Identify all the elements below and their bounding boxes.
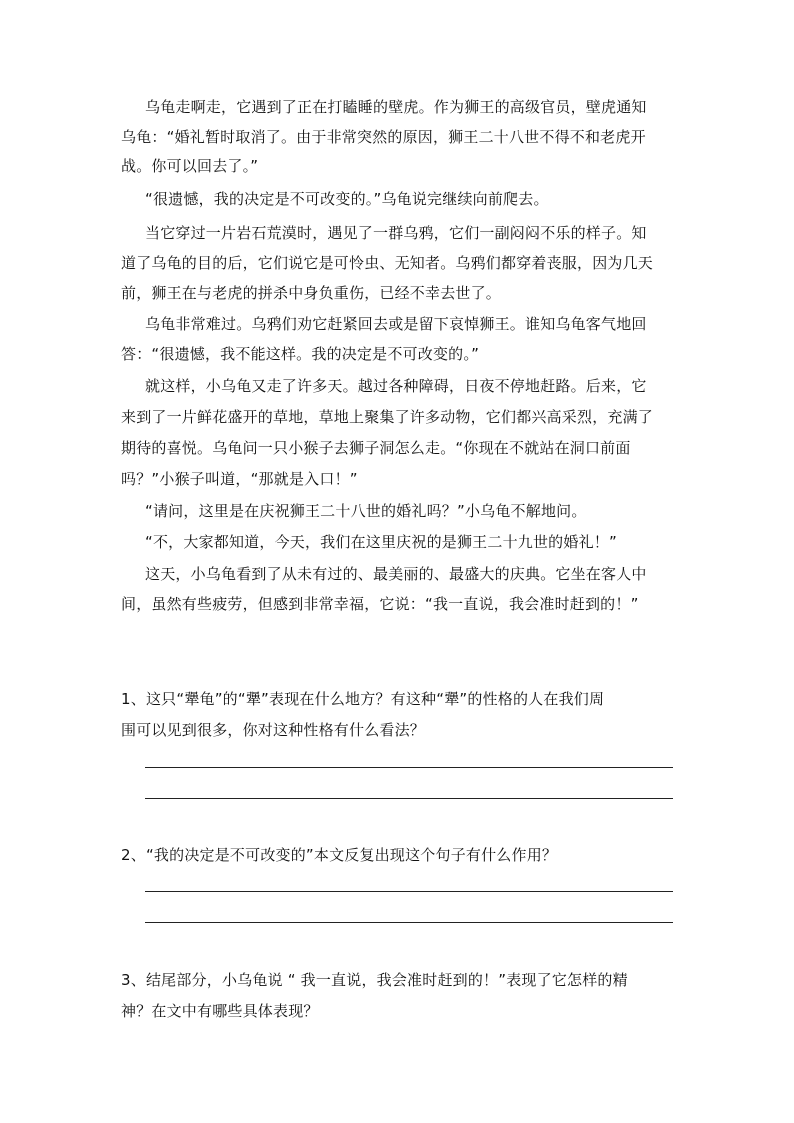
passage-line: 当它穿过一片岩石荒漠时，遇见了一群乌鸦，它们一副闷闷不乐的样子。知 xyxy=(145,224,647,242)
question-1-line: 围可以见到很多，你对这种性格有什么看法？ xyxy=(121,721,426,739)
passage-line: 间，虽然有些疲劳，但感到非常幸福，它说：“我一直说，我会准时赶到的！” xyxy=(121,595,639,613)
passage-line: “很遗憾，我的决定是不可改变的。”乌龟说完继续向前爬去。 xyxy=(145,190,549,208)
answer-line[interactable] xyxy=(145,767,673,768)
passage-line: 乌龟走啊走，它遇到了正在打瞌睡的壁虎。作为狮王的高级官员，壁虎通知 xyxy=(145,98,647,116)
answer-line[interactable] xyxy=(145,798,673,799)
question-3-line: 神？在文中有哪些具体表现？ xyxy=(121,1002,319,1020)
passage-line: 战。你可以回去了。” xyxy=(121,157,259,175)
passage-line: 吗？”小猴子叫道，“那就是入口！” xyxy=(121,470,358,488)
passage-line: 期待的喜悦。乌龟问一只小猴子去狮子洞怎么走。“你现在不就站在洞口前面 xyxy=(121,439,631,457)
passage-line: 就这样，小乌龟又走了许多天。越过各种障碍，日夜不停地赶路。后来，它 xyxy=(145,377,647,395)
passage-line: 这天，小乌龟看到了从未有过的、最美丽的、最盛大的庆典。它坐在客人中 xyxy=(145,565,647,583)
passage-line: 乌龟：“婚礼暂时取消了。由于非常突然的原因，狮王二十八世不得不和老虎开 xyxy=(121,128,646,146)
passage-line: 乌龟非常难过。乌鸦们劝它赶紧回去或是留下哀悼狮王。谁知乌龟客气地回 xyxy=(145,315,647,333)
question-1-line: 1、这只“犟龟”的“犟”表现在什么地方？有这种“犟”的性格的人在我们周 xyxy=(121,690,605,708)
answer-line[interactable] xyxy=(145,922,673,923)
passage-line: “请问，这里是在庆祝狮王二十八世的婚礼吗？”小乌龟不解地问。 xyxy=(145,502,587,520)
passage-line: “不，大家都知道，今天，我们在这里庆祝的是狮王二十九世的婚礼！” xyxy=(145,533,617,551)
passage-line: 前，狮王在与老虎的拼杀中身负重伤，已经不幸去世了。 xyxy=(121,284,502,302)
passage-line: 答：“很遗憾，我不能这样。我的决定是不可改变的。” xyxy=(121,345,480,363)
question-3-line: 3、结尾部分，小乌龟说 “ 我一直说，我会准时赶到的！”表现了它怎样的精 xyxy=(121,971,628,989)
passage-line: 来到了一片鲜花盛开的草地，草地上聚集了许多动物，它们都兴高采烈，充满了 xyxy=(121,408,654,426)
answer-line[interactable] xyxy=(145,891,673,892)
passage-line: 道了乌龟的目的后，它们说它是可怜虫、无知者。乌鸦们都穿着丧服，因为几天 xyxy=(121,254,654,272)
question-2-line: 2、“我的决定是不可改变的”本文反复出现这个句子有什么作用？ xyxy=(121,846,558,864)
